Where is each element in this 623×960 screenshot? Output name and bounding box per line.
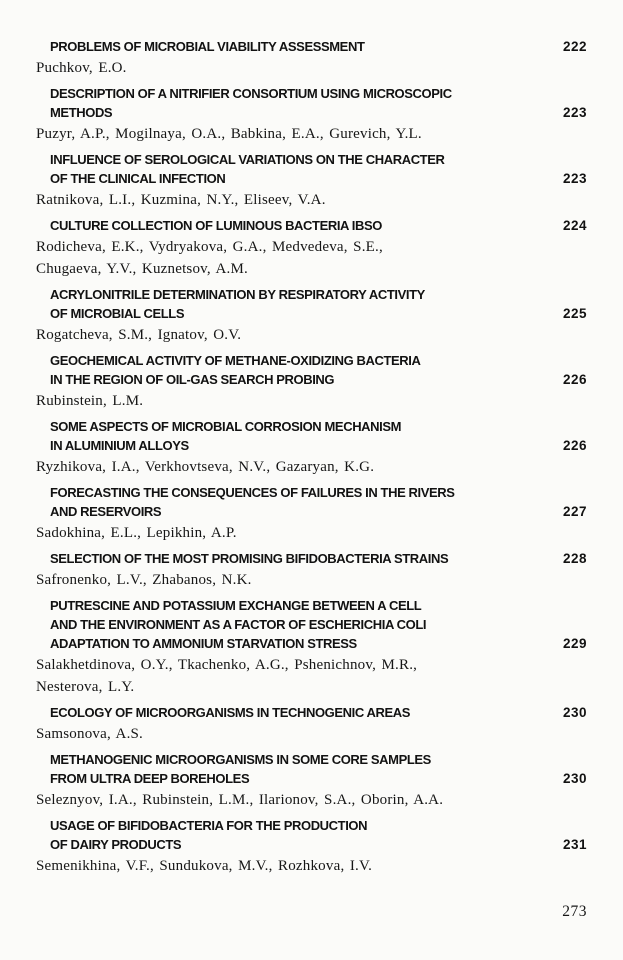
entry-title-line: SOME ASPECTS OF MICROBIAL CORROSION MECHANISM: [50, 419, 402, 434]
entry-authors: [36, 236, 587, 280]
entry-page-number: 231: [562, 837, 587, 852]
toc-entry: [36, 549, 587, 591]
entry-author-line: Samsonova, A.S.: [36, 726, 144, 742]
entry-title-line: ECOLOGY OF MICROORGANISMS IN TECHNOGENIC AREAS: [50, 705, 411, 720]
entry-title-line: METHANOGENIC MICROORGANISMS IN SOME CORE SAMPLES: [50, 752, 431, 767]
toc-entry-head: [36, 150, 587, 188]
toc-entry-head: [36, 37, 587, 56]
entry-authors: [36, 123, 587, 145]
entry-page-number: 230: [562, 771, 587, 786]
toc-entry-head: [36, 84, 587, 122]
entry-title: [50, 483, 455, 521]
entry-title: [50, 285, 425, 323]
entry-page-number: 227: [562, 504, 587, 519]
entry-title-line: SELECTION OF THE MOST PROMISING BIFIDOBACTERIA STRAINS: [50, 551, 449, 566]
entry-authors: [36, 522, 587, 544]
entry-title-line: AND THE ENVIRONMENT AS A FACTOR OF ESCHERICHIA COLI: [50, 617, 427, 632]
entry-page-number: 225: [562, 306, 587, 321]
entry-page-number: 224: [562, 218, 587, 233]
toc-entry: [36, 351, 587, 412]
entry-title-line: DESCRIPTION OF A NITRIFIER CONSORTIUM USING MICROSCOPIC: [50, 86, 452, 101]
entry-authors: [36, 324, 587, 346]
entry-title-line: INFLUENCE OF SEROLOGICAL VARIATIONS ON THE CHARACTER: [50, 152, 445, 167]
footer-page-number: 273: [562, 903, 587, 920]
toc-entry: [36, 483, 587, 544]
entry-title-line: FROM ULTRA DEEP BOREHOLES: [50, 771, 250, 786]
entry-authors: [36, 189, 587, 211]
toc-entry-head: [36, 351, 587, 389]
toc-entry-head: [36, 816, 587, 854]
entry-title-line: OF THE CLINICAL INFECTION: [50, 171, 226, 186]
entry-authors: [36, 654, 587, 698]
entry-title: [50, 596, 426, 653]
entry-title-line: IN ALUMINIUM ALLOYS: [50, 438, 189, 453]
entry-title: [50, 216, 382, 235]
entry-authors: [36, 789, 587, 811]
entry-authors: [36, 57, 587, 79]
entry-title-line: OF DAIRY PRODUCTS: [50, 837, 182, 852]
entry-title-line: METHODS: [50, 105, 113, 120]
toc-entry-head: [36, 750, 587, 788]
entry-page-number: 223: [562, 105, 587, 120]
toc-entry-head: [36, 417, 587, 455]
entry-title-line: AND RESERVOIRS: [50, 504, 162, 519]
entry-page-number: 226: [562, 438, 587, 453]
toc-entry: [36, 216, 587, 280]
entry-title-line: IN THE REGION OF OIL-GAS SEARCH PROBING: [50, 372, 335, 387]
toc-entry: [36, 37, 587, 79]
entry-author-line: Chugaeva, Y.V., Kuznetsov, A.M.: [36, 261, 248, 277]
toc-entry: [36, 703, 587, 745]
toc-entry: [36, 596, 587, 698]
toc-entry: [36, 150, 587, 211]
toc-entry-head: [36, 703, 587, 722]
entry-author-line: Rubinstein, L.M.: [36, 393, 144, 409]
entry-author-line: Safronenko, L.V., Zhabanos, N.K.: [36, 572, 252, 588]
toc-entry: [36, 285, 587, 346]
entry-page-number: 228: [562, 551, 587, 566]
entry-author-line: Rodicheva, E.K., Vydryakova, G.A., Medvedeva, S.E.,: [36, 239, 383, 255]
toc-entry: [36, 750, 587, 811]
entry-authors: [36, 569, 587, 591]
entry-title-line: USAGE OF BIFIDOBACTERIA FOR THE PRODUCTION: [50, 818, 368, 833]
entry-author-line: Ryzhikova, I.A., Verkhovtseva, N.V., Gazaryan, K.G.: [36, 459, 375, 475]
toc-entry: [36, 417, 587, 478]
entry-title: [50, 37, 365, 56]
toc-entry: [36, 84, 587, 145]
entry-page-number: 229: [562, 636, 587, 651]
entry-title-line: ADAPTATION TO AMMONIUM STARVATION STRESS: [50, 636, 357, 651]
entry-author-line: Puchkov, E.O.: [36, 60, 127, 76]
toc-entry-list: [36, 37, 587, 877]
entry-title-line: OF MICROBIAL CELLS: [50, 306, 185, 321]
toc-entry-head: [36, 549, 587, 568]
entry-title-line: PROBLEMS OF MICROBIAL VIABILITY ASSESSMENT: [50, 39, 365, 54]
entry-author-line: Semenikhina, V.F., Sundukova, M.V., Rozhkova, I.V.: [36, 858, 373, 874]
toc-entry-head: [36, 596, 587, 653]
entry-page-number: 230: [562, 705, 587, 720]
entry-author-line: Seleznyov, I.A., Rubinstein, L.M., Ilarionov, S.A., Oborin, A.A.: [36, 792, 444, 808]
entry-title: [50, 351, 421, 389]
toc-entry-head: [36, 216, 587, 235]
entry-author-line: Nesterova, L.Y.: [36, 679, 135, 695]
entry-authors: [36, 723, 587, 745]
entry-author-line: Puzyr, A.P., Mogilnaya, O.A., Babkina, E.A., Gurevich, Y.L.: [36, 126, 422, 142]
entry-title-line: FORECASTING THE CONSEQUENCES OF FAILURES IN THE RIVERS: [50, 485, 455, 500]
entry-authors: [36, 855, 587, 877]
entry-page-number: 222: [562, 39, 587, 54]
entry-title: [50, 549, 448, 568]
entry-title: [50, 84, 452, 122]
entry-authors: [36, 456, 587, 478]
entry-author-line: Sadokhina, E.L., Lepikhin, A.P.: [36, 525, 237, 541]
toc-entry: [36, 816, 587, 877]
toc-entry-head: [36, 285, 587, 323]
entry-title-line: CULTURE COLLECTION OF LUMINOUS BACTERIA IBSO: [50, 218, 382, 233]
entry-title-line: ACRYLONITRILE DETERMINATION BY RESPIRATORY ACTIVITY: [50, 287, 425, 302]
entry-authors: [36, 390, 587, 412]
entry-title-line: GEOCHEMICAL ACTIVITY OF METHANE-OXIDIZING BACTERIA: [50, 353, 421, 368]
toc-entry-head: [36, 483, 587, 521]
entry-page-number: 226: [562, 372, 587, 387]
entry-author-line: Ratnikova, L.I., Kuzmina, N.Y., Eliseev, V.A.: [36, 192, 326, 208]
entry-title: [50, 816, 367, 854]
entry-title-line: PUTRESCINE AND POTASSIUM EXCHANGE BETWEEN A CELL: [50, 598, 422, 613]
entry-title: [50, 703, 410, 722]
entry-title: [50, 750, 431, 788]
entry-author-line: Rogatcheva, S.M., Ignatov, O.V.: [36, 327, 242, 343]
entry-title: [50, 417, 401, 455]
entry-title: [50, 150, 444, 188]
entry-author-line: Salakhetdinova, O.Y., Tkachenko, A.G., Pshenichnov, M.R.,: [36, 657, 418, 673]
entry-page-number: 223: [562, 171, 587, 186]
